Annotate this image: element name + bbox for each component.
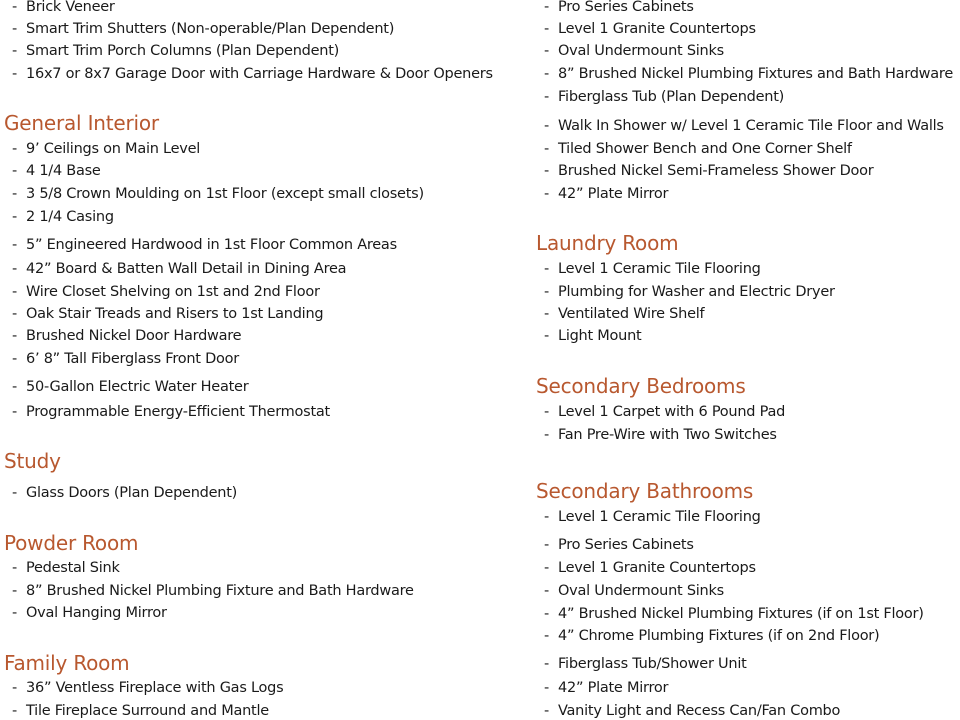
list-item: - Fiberglass Tub/Shower Unit <box>544 656 747 672</box>
list-item: - Tiled Shower Bench and One Corner Shelf <box>544 141 852 157</box>
section-heading-family-room: Family Room <box>4 651 130 675</box>
list-item: - 3 5/8 Crown Moulding on 1st Floor (except small closets) <box>12 186 424 202</box>
list-item: - 42” Plate Mirror <box>544 186 669 202</box>
list-item: - Oval Undermount Sinks <box>544 583 724 599</box>
list-item: - Pro Series Cabinets <box>544 0 694 15</box>
list-item: - Level 1 Ceramic Tile Flooring <box>544 509 761 525</box>
list-item: - 42” Board & Batten Wall Detail in Dining Area <box>12 261 347 277</box>
list-item: - Brick Veneer <box>12 0 115 15</box>
list-item: - Oak Stair Treads and Risers to 1st Landing <box>12 306 324 322</box>
list-item: - Wire Closet Shelving on 1st and 2nd Floor <box>12 284 320 300</box>
list-item: - Level 1 Carpet with 6 Pound Pad <box>544 404 786 420</box>
section-heading-general-interior: General Interior <box>4 111 159 135</box>
list-item: - Brushed Nickel Semi-Frameless Shower Door <box>544 163 874 179</box>
list-item: - Plumbing for Washer and Electric Dryer <box>544 284 835 300</box>
list-item: - 9’ Ceilings on Main Level <box>12 141 201 157</box>
list-item: - 8” Brushed Nickel Plumbing Fixture and Bath Hardware <box>12 583 414 599</box>
section-heading-secondary-bathrooms: Secondary Bathrooms <box>536 479 754 503</box>
list-item: - Fiberglass Tub (Plan Dependent) <box>544 89 785 105</box>
list-item: - Level 1 Granite Countertops <box>544 21 756 37</box>
list-item: - 50-Gallon Electric Water Heater <box>12 379 249 395</box>
list-item: - Ventilated Wire Shelf <box>544 306 705 322</box>
list-item: - Programmable Energy-Efficient Thermostat <box>12 404 330 420</box>
list-item: - Smart Trim Porch Columns (Plan Dependent) <box>12 43 340 59</box>
section-heading-secondary-bedrooms: Secondary Bedrooms <box>536 374 746 398</box>
list-item: - Tile Fireplace Surround and Mantle <box>12 703 269 719</box>
list-item: - 4 1/4 Base <box>12 163 101 179</box>
list-item: - 36” Ventless Fireplace with Gas Logs <box>12 680 284 696</box>
list-item: - 8” Brushed Nickel Plumbing Fixtures and Bath Hardware <box>544 66 953 82</box>
section-heading-powder-room: Powder Room <box>4 531 139 555</box>
list-item: - 42” Plate Mirror <box>544 680 669 696</box>
list-item: - Pedestal Sink <box>12 560 120 576</box>
list-item: - Oval Hanging Mirror <box>12 605 167 621</box>
list-item: - Glass Doors (Plan Dependent) <box>12 485 238 501</box>
list-item: - Light Mount <box>544 328 642 344</box>
list-item: - Brushed Nickel Door Hardware <box>12 328 242 344</box>
list-item: - 4” Chrome Plumbing Fixtures (if on 2nd Floor) <box>544 628 880 644</box>
list-item: - Oval Undermount Sinks <box>544 43 724 59</box>
list-item: - Level 1 Ceramic Tile Flooring <box>544 261 761 277</box>
list-item: - Walk In Shower w/ Level 1 Ceramic Tile Floor and Walls <box>544 118 944 134</box>
list-item: - Pro Series Cabinets <box>544 537 694 553</box>
list-item: - Smart Trim Shutters (Non-operable/Plan Dependent) <box>12 21 395 37</box>
list-item: - Vanity Light and Recess Can/Fan Combo <box>544 703 841 719</box>
list-item: - Fan Pre-Wire with Two Switches <box>544 427 777 443</box>
section-heading-laundry-room: Laundry Room <box>536 231 679 255</box>
list-item: - Level 1 Granite Countertops <box>544 560 756 576</box>
list-item: - 16x7 or 8x7 Garage Door with Carriage Hardware & Door Openers <box>12 66 493 82</box>
list-item: - 4” Brushed Nickel Plumbing Fixtures (if on 1st Floor) <box>544 606 924 622</box>
list-item: - 2 1/4 Casing <box>12 209 114 225</box>
list-item: - 6’ 8” Tall Fiberglass Front Door <box>12 351 239 367</box>
section-heading-study: Study <box>4 449 61 473</box>
list-item: - 5” Engineered Hardwood in 1st Floor Common Areas <box>12 237 397 253</box>
